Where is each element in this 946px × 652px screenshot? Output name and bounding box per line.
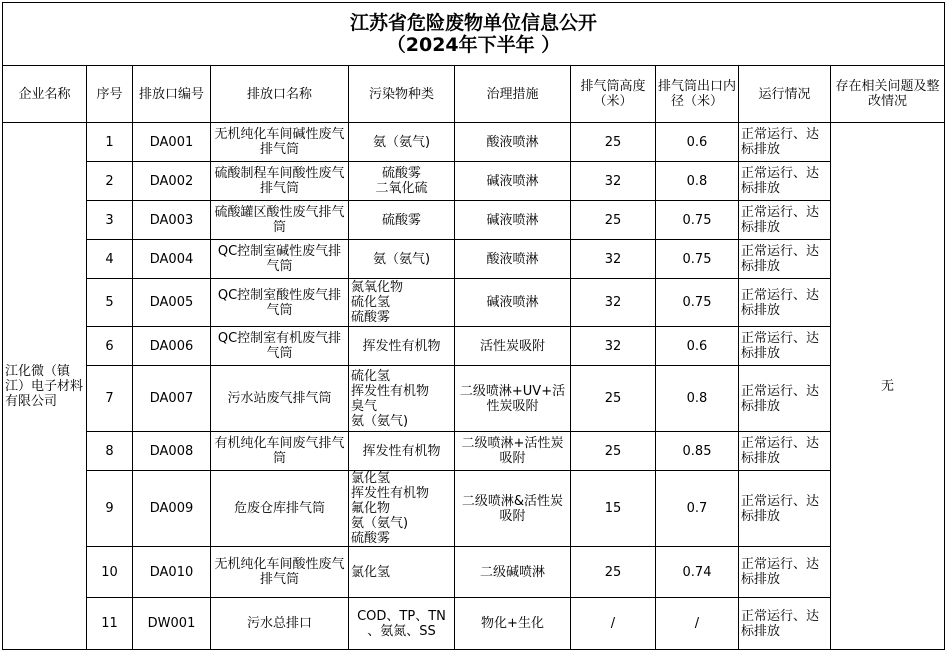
stack-height: 32: [571, 279, 656, 327]
pollutant-list: [349, 471, 455, 547]
outlet-name: 污水总排口: [211, 598, 349, 650]
stack-height: 32: [571, 240, 656, 279]
stack-height: 25: [571, 123, 656, 162]
pollutant-list: [349, 598, 455, 650]
pollutant-item: 氨（氨气): [351, 413, 409, 429]
stack-height: 32: [571, 162, 656, 201]
row-no: 8: [87, 432, 133, 471]
outlet-code: DA007: [133, 366, 211, 432]
info-table: [2, 2, 945, 650]
operation-status: 正常运行、达标排放: [739, 432, 831, 471]
pollutant-item: 硫化氢: [351, 295, 391, 310]
page-title: [3, 3, 945, 66]
row-no: 7: [87, 366, 133, 432]
operation-status: 正常运行、达标排放: [739, 471, 831, 547]
operation-status: 正常运行、达标排放: [739, 240, 831, 279]
pollutant-item: 挥发性有机物: [351, 383, 430, 399]
table-row: [3, 327, 945, 366]
stack-height: 15: [571, 471, 656, 547]
pollutant-list: [349, 327, 455, 366]
operation-status: 正常运行、达标排放: [739, 598, 831, 650]
row-no: 6: [87, 327, 133, 366]
pollutant-list: [349, 240, 455, 279]
table-row: [3, 598, 945, 650]
table-row: [3, 471, 945, 547]
treatment-measure: 二级喷淋+UV+活性炭吸附: [455, 366, 571, 432]
row-no: 1: [87, 123, 133, 162]
header-pollutants: 污染物种类: [349, 66, 455, 123]
stack-height: 25: [571, 432, 656, 471]
outlet-diameter: 0.74: [656, 547, 739, 598]
outlet-name: 无机纯化车间酸性废气排气筒: [211, 547, 349, 598]
row-no: 4: [87, 240, 133, 279]
pollutant-item: 氯化氢: [351, 471, 391, 486]
stack-height: 25: [571, 201, 656, 240]
header-no: 序号: [87, 66, 133, 123]
pollutant-item: 硫酸雾: [381, 212, 421, 228]
table-row: [3, 123, 945, 162]
outlet-code: DA009: [133, 471, 211, 547]
stack-height: 25: [571, 547, 656, 598]
pollutant-list: [349, 201, 455, 240]
header-code: 排放口编号: [133, 66, 211, 123]
pollutant-list: [349, 123, 455, 162]
pollutant-item: 二氧化硫: [375, 181, 428, 196]
header-height: 排气筒高度（米）: [571, 66, 656, 123]
pollutant-item: 氯化氢: [351, 564, 391, 580]
outlet-code: DA004: [133, 240, 211, 279]
row-no: 2: [87, 162, 133, 201]
pollutant-item: COD、TP、TN: [357, 608, 446, 624]
pollutant-list: [349, 366, 455, 432]
outlet-name: 有机纯化车间废气排气筒: [211, 432, 349, 471]
pollutant-item: 硫化氢: [351, 368, 391, 384]
outlet-diameter: 0.75: [656, 279, 739, 327]
table-row: [3, 279, 945, 327]
header-diameter: 排气筒出口内径（米）: [656, 66, 739, 123]
outlet-diameter: 0.8: [656, 162, 739, 201]
table-row: [3, 201, 945, 240]
company-name: 江化微（镇江）电子材料有限公司: [3, 123, 87, 650]
row-no: 10: [87, 547, 133, 598]
header-status: 运行情况: [739, 66, 831, 123]
operation-status: 正常运行、达标排放: [739, 327, 831, 366]
pollutant-item: 挥发性有机物: [351, 486, 430, 501]
title-line-1: 江苏省危险废物单位信息公开: [350, 12, 598, 34]
treatment-measure: 二级喷淋+活性炭吸附: [455, 432, 571, 471]
pollutant-item: 硫酸雾: [351, 310, 391, 325]
stack-height: 25: [571, 366, 656, 432]
treatment-measure: 二级喷淋&活性炭吸附: [455, 471, 571, 547]
outlet-name: 硫酸罐区酸性废气排气筒: [211, 201, 349, 240]
outlet-code: DA002: [133, 162, 211, 201]
outlet-diameter: /: [656, 598, 739, 650]
treatment-measure: 物化+生化: [455, 598, 571, 650]
pollutant-list: [349, 432, 455, 471]
row-no: 3: [87, 201, 133, 240]
table-row: [3, 547, 945, 598]
pollutant-item: 氮氧化物: [351, 280, 404, 295]
operation-status: 正常运行、达标排放: [739, 123, 831, 162]
outlet-diameter: 0.8: [656, 366, 739, 432]
outlet-name: QC控制室酸性废气排气筒: [211, 279, 349, 327]
outlet-name: QC控制室有机废气排气筒: [211, 327, 349, 366]
row-no: 11: [87, 598, 133, 650]
treatment-measure: 二级碱喷淋: [455, 547, 571, 598]
operation-status: 正常运行、达标排放: [739, 547, 831, 598]
pollutant-item: 、氨氮、SS: [367, 623, 436, 639]
header-company: 企业名称: [3, 66, 87, 123]
stack-height: 32: [571, 327, 656, 366]
pollutant-item: 氨（氨气): [372, 251, 431, 267]
pollutant-list: [349, 162, 455, 201]
operation-status: 正常运行、达标排放: [739, 162, 831, 201]
treatment-measure: 酸液喷淋: [455, 123, 571, 162]
title-line-2: （2024年下半年 ）: [386, 34, 561, 56]
row-no: 9: [87, 471, 133, 547]
table-row: [3, 432, 945, 471]
outlet-name: 污水站废气排气筒: [211, 366, 349, 432]
outlet-name: 硫酸制程车间酸性废气排气筒: [211, 162, 349, 201]
operation-status: 正常运行、达标排放: [739, 279, 831, 327]
outlet-diameter: 0.7: [656, 471, 739, 547]
row-no: 5: [87, 279, 133, 327]
outlet-code: DA005: [133, 279, 211, 327]
operation-status: 正常运行、达标排放: [739, 201, 831, 240]
pollutant-item: 氟化物: [351, 501, 391, 516]
pollutant-item: 臭气: [351, 398, 378, 414]
outlet-code: DA003: [133, 201, 211, 240]
outlet-code: DA006: [133, 327, 211, 366]
pollutant-item: 挥发性有机物: [362, 443, 441, 459]
outlet-diameter: 0.85: [656, 432, 739, 471]
pollutant-item: 挥发性有机物: [362, 338, 441, 354]
table-row: [3, 162, 945, 201]
treatment-measure: 碱液喷淋: [455, 162, 571, 201]
outlet-diameter: 0.6: [656, 327, 739, 366]
pollutant-item: 氨（氨气): [372, 134, 431, 150]
stack-height: /: [571, 598, 656, 650]
treatment-measure: 酸液喷淋: [455, 240, 571, 279]
table-row: [3, 240, 945, 279]
outlet-name: 无机纯化车间碱性废气排气筒: [211, 123, 349, 162]
outlet-code: DW001: [133, 598, 211, 650]
pollutant-item: 硫酸雾: [381, 166, 421, 181]
outlet-diameter: 0.75: [656, 201, 739, 240]
pollutant-item: 硫酸雾: [351, 531, 391, 546]
outlet-code: DA001: [133, 123, 211, 162]
operation-status: 正常运行、达标排放: [739, 366, 831, 432]
issues-rectification: 无: [831, 123, 945, 650]
header-issues: 存在相关问题及整改情况: [831, 66, 945, 123]
outlet-diameter: 0.6: [656, 123, 739, 162]
pollutant-list: [349, 279, 455, 327]
treatment-measure: 活性炭吸附: [455, 327, 571, 366]
header-row: [3, 66, 945, 123]
treatment-measure: 碱液喷淋: [455, 279, 571, 327]
outlet-code: DA008: [133, 432, 211, 471]
outlet-code: DA010: [133, 547, 211, 598]
outlet-diameter: 0.75: [656, 240, 739, 279]
treatment-measure: 碱液喷淋: [455, 201, 571, 240]
header-measure: 治理措施: [455, 66, 571, 123]
header-name: 排放口名称: [211, 66, 349, 123]
table-row: [3, 366, 945, 432]
outlet-name: 危废仓库排气筒: [211, 471, 349, 547]
pollutant-list: [349, 547, 455, 598]
outlet-name: QC控制室碱性废气排气筒: [211, 240, 349, 279]
pollutant-item: 氨（氨气): [351, 516, 409, 531]
